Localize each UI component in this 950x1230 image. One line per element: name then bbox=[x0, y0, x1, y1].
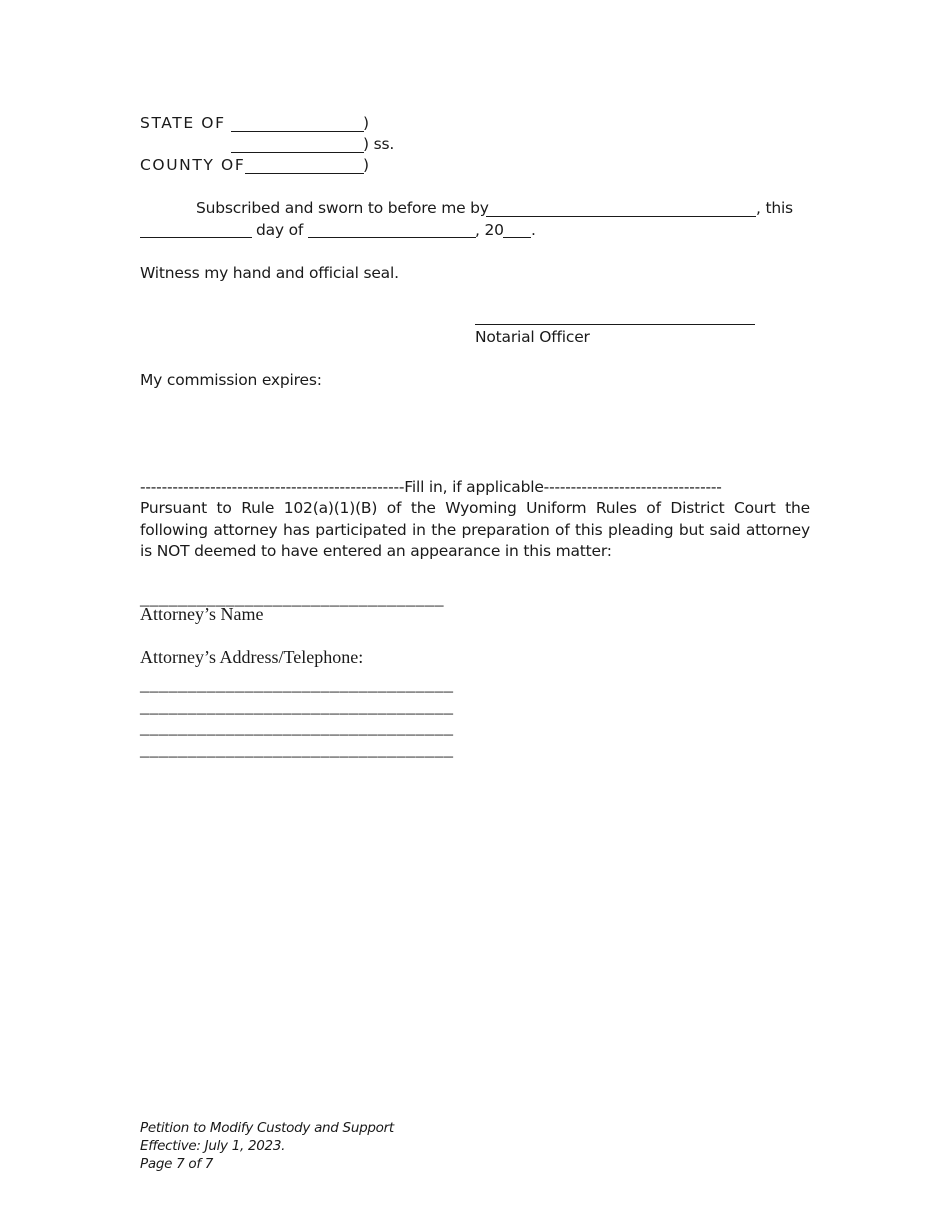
fill-in-header bbox=[140, 478, 810, 496]
attorney-name-line[interactable]: ________________________________ bbox=[140, 588, 444, 608]
address-line[interactable]: _________________________________ bbox=[140, 739, 454, 759]
ss-label: ) ss. bbox=[363, 135, 395, 153]
fill-in-dashes-right: --------------------------------- bbox=[543, 478, 722, 496]
state-field[interactable] bbox=[231, 131, 364, 132]
affiant-name-field[interactable] bbox=[486, 216, 756, 217]
year-prefix: , 20 bbox=[475, 221, 504, 239]
day-of-text: day of bbox=[256, 221, 304, 239]
witness-text: Witness my hand and official seal. bbox=[140, 264, 399, 282]
this-text: , this bbox=[756, 199, 793, 217]
attorney-address-label: Attorney’s Address/Telephone: bbox=[140, 647, 364, 667]
year-field[interactable] bbox=[503, 237, 531, 238]
footer-form-title: Petition to Modify Custody and Support bbox=[140, 1120, 394, 1136]
state-field-continuation bbox=[231, 152, 364, 153]
state-of-label: STATE OF bbox=[140, 114, 226, 132]
venue-paren: ) bbox=[363, 156, 369, 174]
county-field[interactable] bbox=[245, 173, 364, 174]
attorney-name-label: Attorney’s Name bbox=[140, 604, 264, 624]
fill-in-dashes-left: ------------------------------------------------- bbox=[140, 478, 405, 496]
address-line[interactable]: _________________________________ bbox=[140, 674, 454, 694]
month-field[interactable] bbox=[308, 237, 476, 238]
footer-effective-date: Effective: July 1, 2023. bbox=[140, 1138, 286, 1154]
day-field[interactable] bbox=[140, 237, 252, 238]
jurat-period: . bbox=[531, 221, 536, 239]
county-of-label: COUNTY OF bbox=[140, 156, 246, 174]
commission-expires-label: My commission expires: bbox=[140, 371, 322, 389]
fill-in-label: Fill in, if applicable bbox=[404, 478, 544, 496]
footer-page-number: Page 7 of 7 bbox=[140, 1156, 214, 1172]
address-line[interactable]: _________________________________ bbox=[140, 696, 454, 716]
notary-signature-line[interactable] bbox=[475, 324, 755, 325]
sworn-text: Subscribed and sworn to before me by bbox=[196, 199, 489, 217]
rule-paragraph: Pursuant to Rule 102(a)(1)(B) of the Wyoming Uniform Rules of District Court the following attorney has participated in the preparation of this pleading but said attorney is NOT deemed to have entered an appearance in this matter: bbox=[140, 499, 810, 560]
notarial-officer-label: Notarial Officer bbox=[475, 328, 590, 346]
venue-paren: ) bbox=[363, 114, 369, 132]
address-line[interactable]: _________________________________ bbox=[140, 717, 454, 737]
footer bbox=[140, 1119, 394, 1173]
